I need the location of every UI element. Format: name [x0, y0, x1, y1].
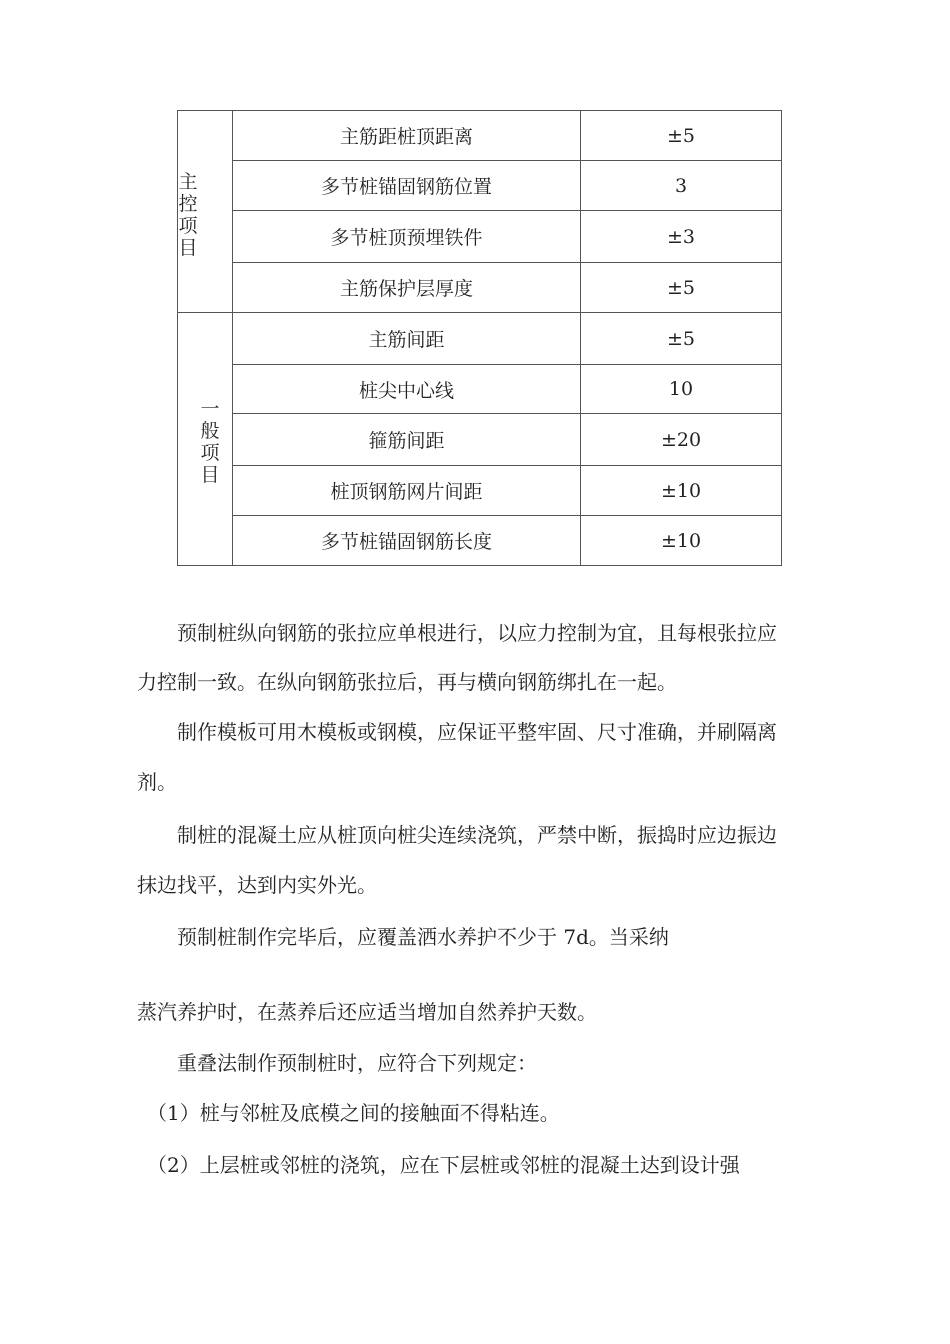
item-cell: 主筋间距: [233, 313, 581, 365]
group-cell-main-control: [178, 111, 233, 313]
tolerance-cell: ±20: [581, 414, 782, 466]
group-label-main-control: 主 控 项 目: [178, 171, 198, 259]
item-cell: 箍筋间距: [233, 414, 581, 466]
group-cell-general: [178, 313, 233, 566]
paragraph-line: 制作模板可用木模板或钢模，应保证平整牢固、尺寸准确，并刷隔离: [137, 720, 777, 744]
paragraph-line: 剂。: [137, 770, 177, 794]
tolerance-table: [177, 110, 782, 566]
item-cell: 多节桩顶预埋铁件: [233, 211, 581, 263]
tolerance-cell: ±5: [581, 111, 782, 161]
group-label-general: 一 般 项 目: [200, 398, 220, 486]
tolerance-cell: ±5: [581, 313, 782, 365]
item-cell: 桩尖中心线: [233, 365, 581, 414]
table-row: [178, 211, 782, 263]
paragraph-line: （2）上层桩或邻桩的浇筑，应在下层桩或邻桩的混凝土达到设计强: [137, 1153, 740, 1177]
table-row: [178, 414, 782, 466]
item-cell: 主筋保护层厚度: [233, 263, 581, 313]
item-cell: 主筋距桩顶距离: [233, 111, 581, 161]
tolerance-cell: 3: [581, 161, 782, 211]
paragraph-line: 预制桩纵向钢筋的张拉应单根进行，以应力控制为宜，且每根张拉应: [137, 621, 777, 645]
paragraph-line: 预制桩制作完毕后，应覆盖洒水养护不少于 7d。当采纳: [137, 925, 669, 949]
table-row: [178, 516, 782, 566]
tolerance-cell: ±10: [581, 466, 782, 516]
paragraph-line: （1）桩与邻桩及底模之间的接触面不得粘连。: [137, 1101, 560, 1125]
table-row: [178, 365, 782, 414]
paragraph-line: 蒸汽养护时，在蒸养后还应适当增加自然养护天数。: [137, 1000, 597, 1024]
tolerance-cell: 10: [581, 365, 782, 414]
table-row: [178, 161, 782, 211]
table-row: [178, 466, 782, 516]
table-row: [178, 263, 782, 313]
item-cell: 多节桩锚固钢筋位置: [233, 161, 581, 211]
tolerance-cell: ±5: [581, 263, 782, 313]
paragraph-line: 制桩的混凝土应从桩顶向桩尖连续浇筑，严禁中断，振捣时应边振边: [137, 823, 777, 847]
table-row: [178, 111, 782, 161]
paragraph-line: 重叠法制作预制桩时，应符合下列规定：: [137, 1051, 537, 1075]
table-row: [178, 313, 782, 365]
item-cell: 桩顶钢筋网片间距: [233, 466, 581, 516]
paragraph-line: 抹边找平，达到内实外光。: [137, 873, 377, 897]
tolerance-cell: ±10: [581, 516, 782, 566]
paragraph-line: 力控制一致。在纵向钢筋张拉后，再与横向钢筋绑扎在一起。: [137, 670, 677, 694]
tolerance-cell: ±3: [581, 211, 782, 263]
item-cell: 多节桩锚固钢筋长度: [233, 516, 581, 566]
